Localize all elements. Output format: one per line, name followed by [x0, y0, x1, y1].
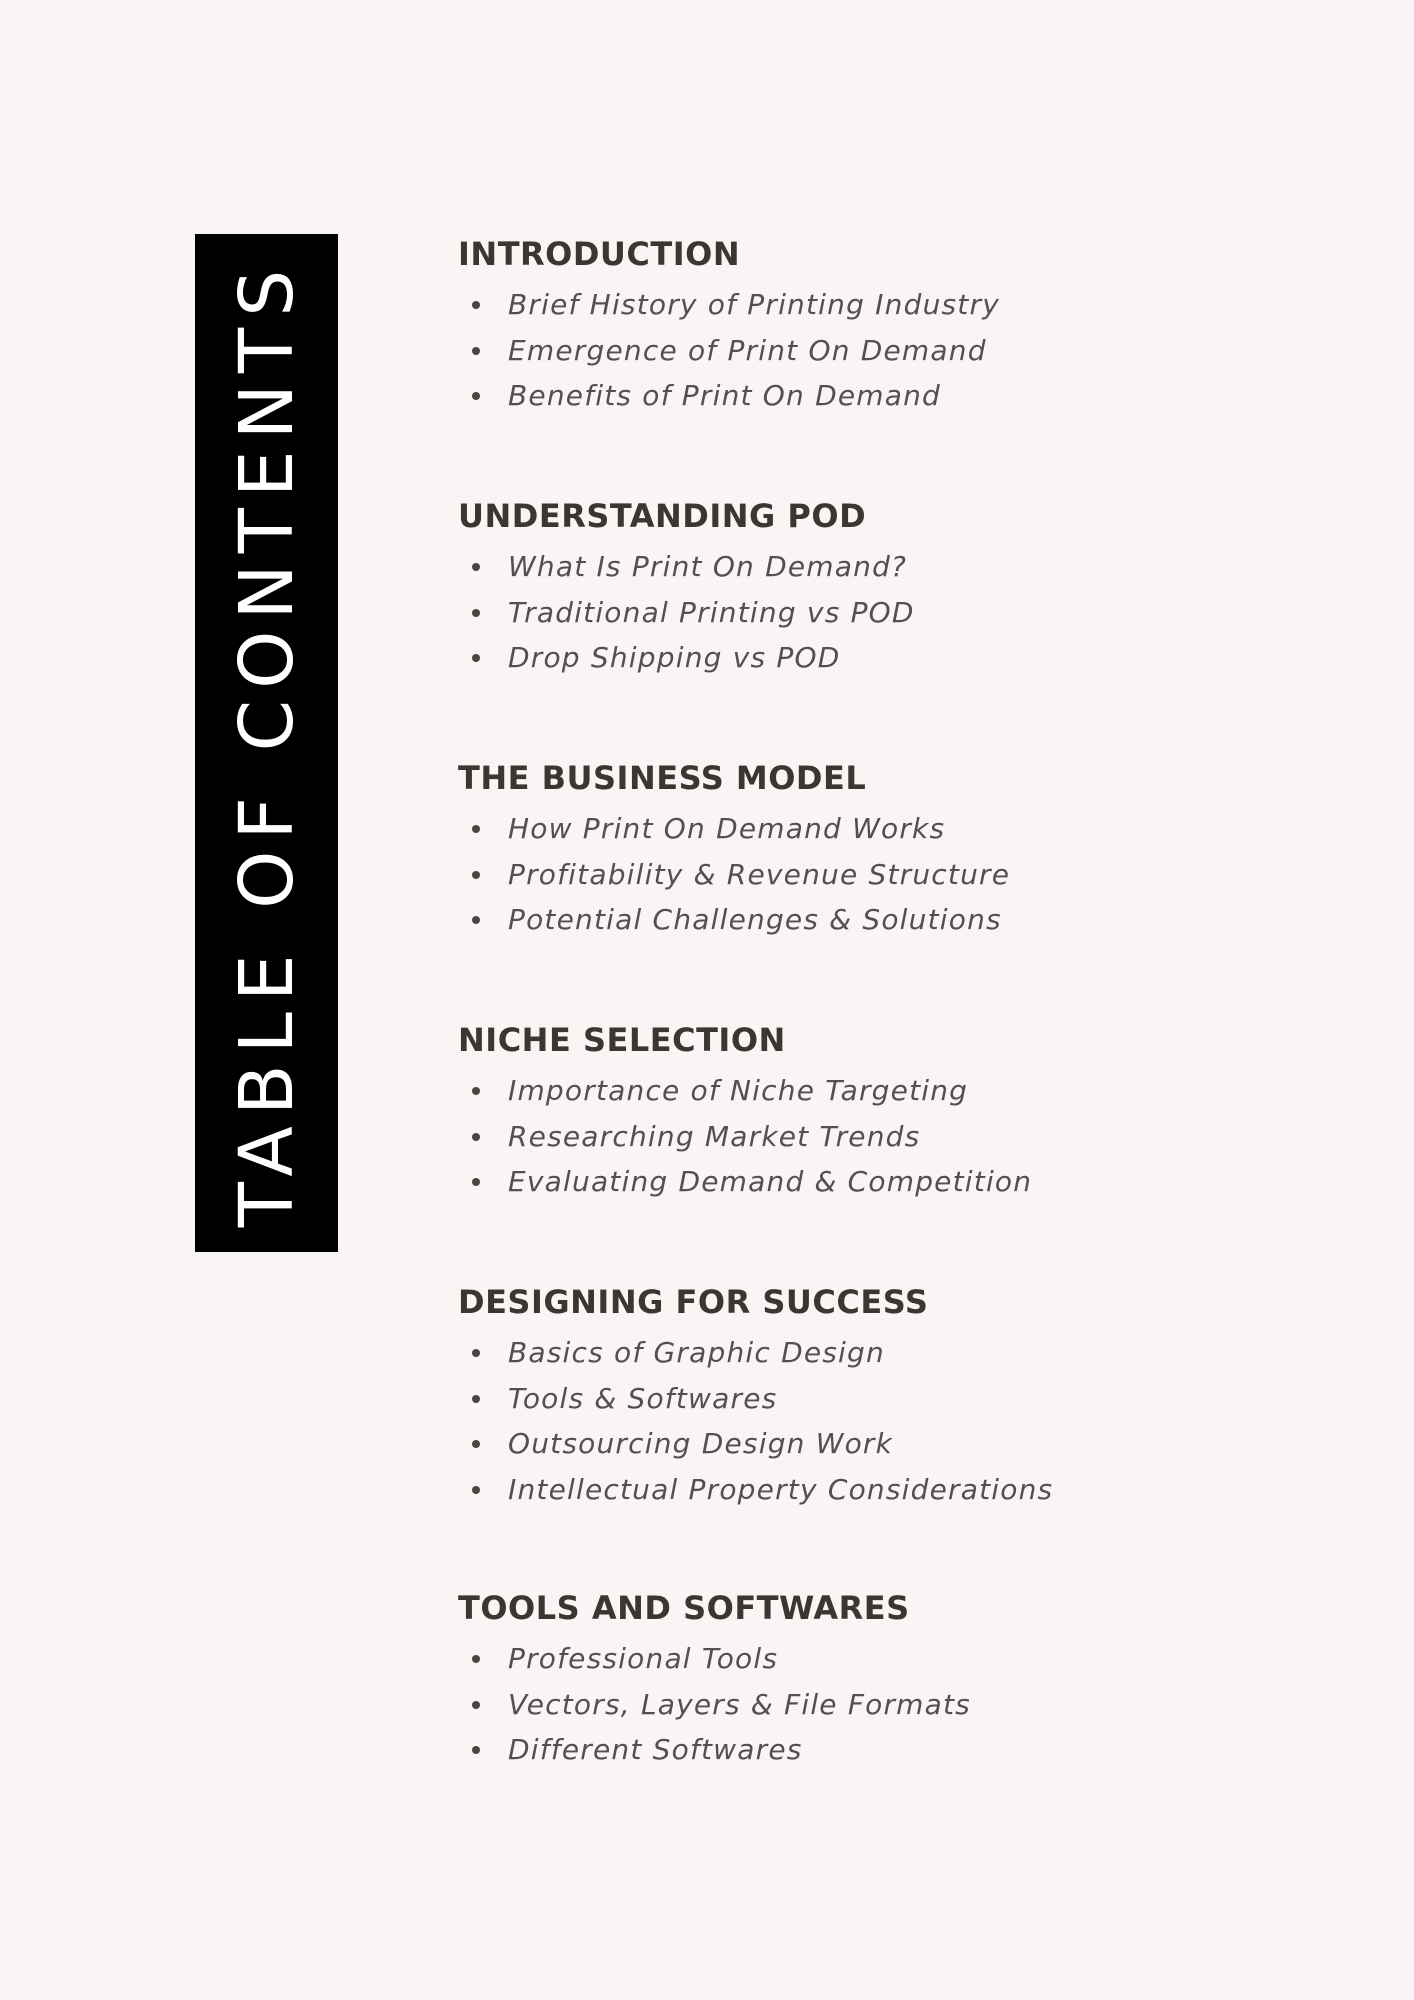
toc-entry	[458, 1727, 1358, 1773]
section-list	[458, 806, 1358, 943]
bullet-icon	[472, 1746, 480, 1754]
toc-section-tools-and-softwares	[458, 1584, 1358, 1814]
bullet-icon	[472, 1349, 480, 1357]
toc-entry-label: Potential Challenges & Solutions	[508, 903, 1002, 936]
toc-section-business-model	[458, 754, 1358, 1016]
toc-section-designing-for-success	[458, 1278, 1358, 1584]
toc-entry-label: Intellectual Property Considerations	[508, 1472, 1054, 1506]
bullet-icon	[472, 347, 480, 355]
section-list	[458, 1068, 1358, 1205]
bullet-icon	[472, 1655, 480, 1663]
bullet-icon	[472, 871, 480, 879]
toc-entry	[458, 1068, 1358, 1114]
bullet-icon	[472, 916, 480, 924]
toc-entry	[458, 1421, 1358, 1467]
toc-entry-label: Vectors, Layers & File Formats	[508, 1687, 971, 1721]
toc-entry-label: Traditional Printing vs POD	[508, 595, 915, 629]
toc-side-bar	[195, 234, 338, 1252]
section-title: INTRODUCTION	[458, 235, 741, 273]
toc-entry	[458, 1114, 1358, 1160]
toc-entry-label: Evaluating Demand & Competition	[508, 1165, 1033, 1198]
toc-entry-label: Emergence of Print On Demand	[508, 333, 987, 367]
toc-entry	[458, 328, 1358, 374]
bullet-icon	[472, 1178, 480, 1186]
toc-entry-label: Benefits of Print On Demand	[508, 379, 942, 412]
toc-entry-label: Profitability & Revenue Structure	[508, 857, 1011, 891]
toc-entry	[458, 635, 1358, 681]
toc-entry-label: Importance of Niche Targeting	[508, 1074, 969, 1107]
toc-entry	[458, 852, 1358, 898]
bullet-icon	[472, 1701, 480, 1709]
toc-section-niche-selection	[458, 1016, 1358, 1278]
toc-entry	[458, 544, 1358, 590]
toc-entry-label: Tools & Softwares	[508, 1381, 778, 1415]
section-list	[458, 544, 1358, 681]
bullet-icon	[472, 1087, 480, 1095]
toc-entry-label: Brief History of Printing Industry	[508, 288, 1000, 321]
toc-entry	[458, 1636, 1358, 1682]
bullet-icon	[472, 563, 480, 571]
toc-section-understanding-pod	[458, 492, 1358, 754]
bullet-icon	[472, 1133, 480, 1141]
toc-section-introduction	[458, 230, 1358, 492]
bullet-icon	[472, 825, 480, 833]
toc-sections	[458, 230, 1358, 1814]
bullet-icon	[472, 1440, 480, 1448]
bullet-icon	[472, 1395, 480, 1403]
toc-entry	[458, 1467, 1358, 1513]
toc-entry-label: Outsourcing Design Work	[508, 1427, 894, 1460]
toc-entry	[458, 806, 1358, 852]
toc-entry	[458, 373, 1358, 419]
bullet-icon	[472, 301, 480, 309]
bullet-icon	[472, 654, 480, 662]
section-title: TOOLS AND SOFTWARES	[458, 1589, 910, 1627]
toc-entry-label: How Print On Demand Works	[508, 812, 946, 845]
toc-entry-label: Drop Shipping vs POD	[508, 641, 841, 674]
section-list	[458, 282, 1358, 419]
toc-entry-label: Researching Market Trends	[508, 1119, 921, 1153]
section-title: NICHE SELECTION	[458, 1021, 786, 1059]
bullet-icon	[472, 1486, 480, 1494]
toc-entry-label: Different Softwares	[508, 1733, 803, 1766]
section-title: DESIGNING FOR SUCCESS	[458, 1283, 929, 1321]
toc-entry	[458, 1330, 1358, 1376]
bullet-icon	[472, 392, 480, 400]
toc-entry-label: Basics of Graphic Design	[508, 1336, 885, 1369]
section-title: UNDERSTANDING POD	[458, 497, 867, 535]
toc-entry	[458, 590, 1358, 636]
bullet-icon	[472, 609, 480, 617]
toc-entry-label: Professional Tools	[508, 1642, 779, 1675]
toc-entry	[458, 897, 1358, 943]
section-list	[458, 1636, 1358, 1773]
section-title: THE BUSINESS MODEL	[458, 759, 867, 797]
toc-entry	[458, 1376, 1358, 1422]
toc-entry-label: What Is Print On Demand?	[508, 550, 908, 583]
toc-entry	[458, 1159, 1358, 1205]
toc-entry	[458, 1682, 1358, 1728]
toc-side-title: TABLE OF CONTENTS	[223, 258, 310, 1228]
section-list	[458, 1330, 1358, 1512]
toc-entry	[458, 282, 1358, 328]
